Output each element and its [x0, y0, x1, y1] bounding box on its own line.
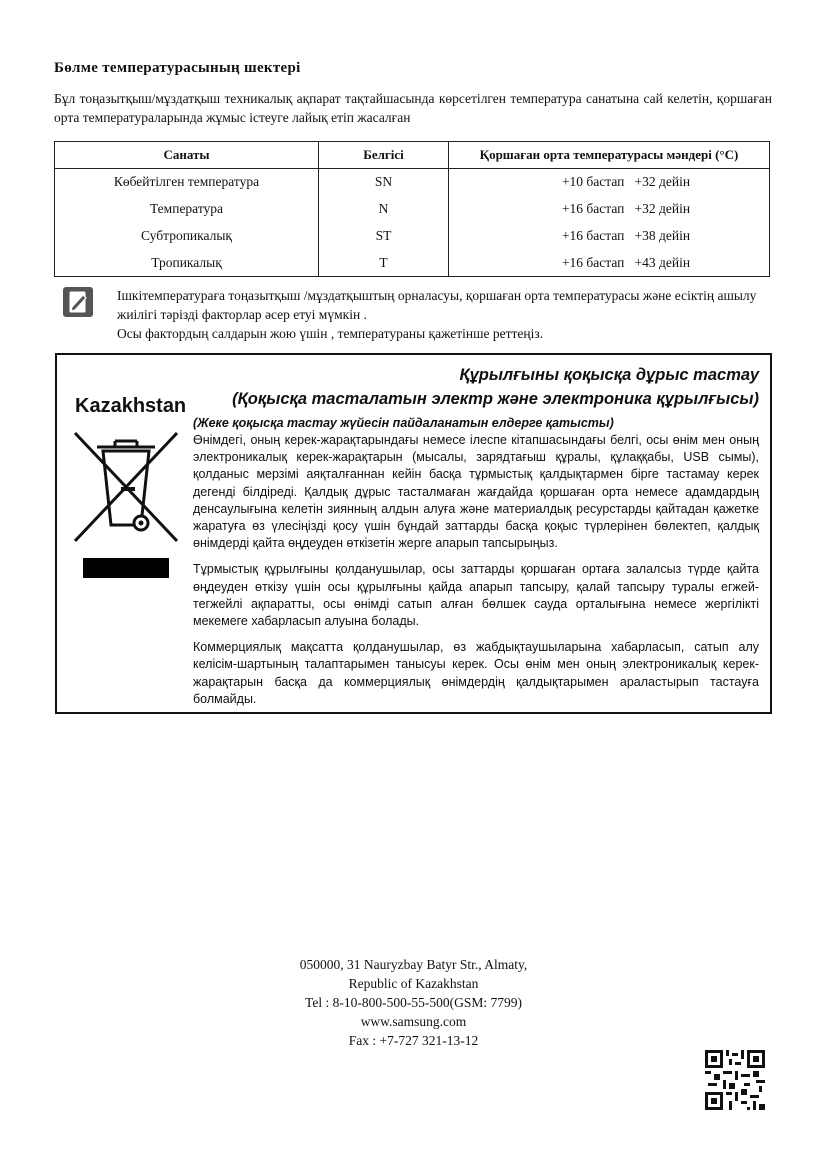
country-label: Kazakhstan [75, 395, 187, 417]
section-title: Бөлме температурасының шектері [54, 60, 301, 76]
disposal-paragraph-3: Коммерциялық мақсатта қолданушылар, өз жабдықтаушыларына хабарласып, сатып алу келісім-шартының талаптарымен танысуы керек. Осы өнім мен оның электроникалық керек-жарақтарын басқа да коммерциялық өнімдердің қалдықтарымен араластырып тастауға болмайды. [193, 640, 759, 706]
contact-address [0, 955, 827, 1050]
cell-category: Температура [55, 196, 319, 223]
black-bar [83, 558, 169, 578]
disposal-title: Құрылғыны қоқысқа дұрыс тастау [459, 366, 759, 384]
intro-text: Бұл тоңазытқыш/мұздатқыш техникалық ақпарат тақтайшасында көрсетілген температура санатына сай келетін, қоршаған орта температураларында жұмыс істеугe лайық етіп жасалған [54, 91, 772, 125]
table-row [55, 169, 770, 196]
header-ambient-range: Қоршаған орта температурасы мәндері (°C) [449, 142, 770, 169]
cell-range: +16 бастап +43 дейін [449, 250, 770, 277]
table-header-row [55, 142, 770, 169]
cell-range: +16 бастап +32 дейін [449, 196, 770, 223]
address-line: Republic of Kazakhstan [348, 976, 479, 991]
qr-code-icon [705, 1050, 765, 1110]
header-category: Санаты [55, 142, 319, 169]
phone-line: Tel : 8-10-800-500-55-500(GSM: 7799) [305, 995, 522, 1010]
website-line: www.samsung.com [360, 1014, 467, 1029]
crossed-out-wheelie-bin-icon [73, 429, 179, 556]
cell-symbol: N [319, 196, 449, 223]
cell-category: Тропикалық [55, 250, 319, 277]
cell-range: +16 бастап +38 дейін [449, 223, 770, 250]
header-symbol: Белгісі [319, 142, 449, 169]
note-text [117, 286, 772, 343]
cell-category: Субтропикалық [55, 223, 319, 250]
table-row [55, 196, 770, 223]
note-line-1: Ішкітемпературағa тоңазытқыш /мұздатқыштың орналасуы, қоршаған орта температурасы және есіктің ашылу жиілігі тәрізді факторлар әсер етуі мүмкін . [117, 288, 757, 322]
cell-category: Көбейтілген температура [55, 169, 319, 196]
note-pencil-icon [63, 287, 93, 317]
disposal-content [193, 363, 759, 708]
fax-line: Fax : +7-727 321-13-12 [348, 1033, 479, 1048]
cell-range: +10 бастап +32 дейін [449, 169, 770, 196]
disposal-subtitle: (Қоқысқа тасталатын электр және электроника құрылғысы) [232, 390, 759, 408]
cell-symbol: ST [319, 223, 449, 250]
address-line: 050000, 31 Nauryzbay Batyr Str., Almaty, [299, 957, 528, 972]
disposal-paragraph-2: Тұрмыстық құрылғыны қолданушылар, осы заттарды қоршаған ортаға залалсыз түрде қайта өңдеуден өткізу үшін осы құрылғыны қайда апарып тапсыру, қалай тапсыру туралы егжей-тегжейлі ақпаратты, осы өнімді сатып алған бөлшек сауда орталығына немесе жергілікті мекемеге хабарласып алуына болады. [193, 562, 759, 629]
cell-symbol: SN [319, 169, 449, 196]
disposal-box [55, 353, 772, 714]
table-row [55, 223, 770, 250]
note-line-2: Осы фактордың салдарын жою үшін , температураны қажетінше реттеңіз. [117, 326, 544, 341]
temperature-table [54, 141, 770, 277]
cell-symbol: T [319, 250, 449, 277]
disposal-applicability: (Жеке қоқысқа тастау жүйесін пайдаланатын елдерге қатысты) [193, 416, 614, 430]
table-row [55, 250, 770, 277]
disposal-paragraph-1: Өнімдегі, оның керек-жарақтарындағы немесе ілеспе кітапшасындағы белгі, осы өнім мен оның электроникалық керек-жарақтарын (мысалы, зарядтағыш құралы, құлаққабы, USB сымы), қолданыс мерзімі аяқталғаннан кейін басқа тұрмыстық қалдықтармен бірге тастамау керек дегенді білдіреді. Қалдық дұрыс тасталмаған жағдайда қоршаған орта немесе адамдардың денсаулығына келетін зиянның алдын алуға және материалдық ресурстарды қайтадан қажетке жаратуға өз үлесіңізді қосу үшін бұндай заттарды басқа қоқыс түрлерінен бөлектеп, қалдық өнімдерді қайта өңдеуден өткізетін жерге апарып тапсырыңыз. [193, 433, 759, 551]
